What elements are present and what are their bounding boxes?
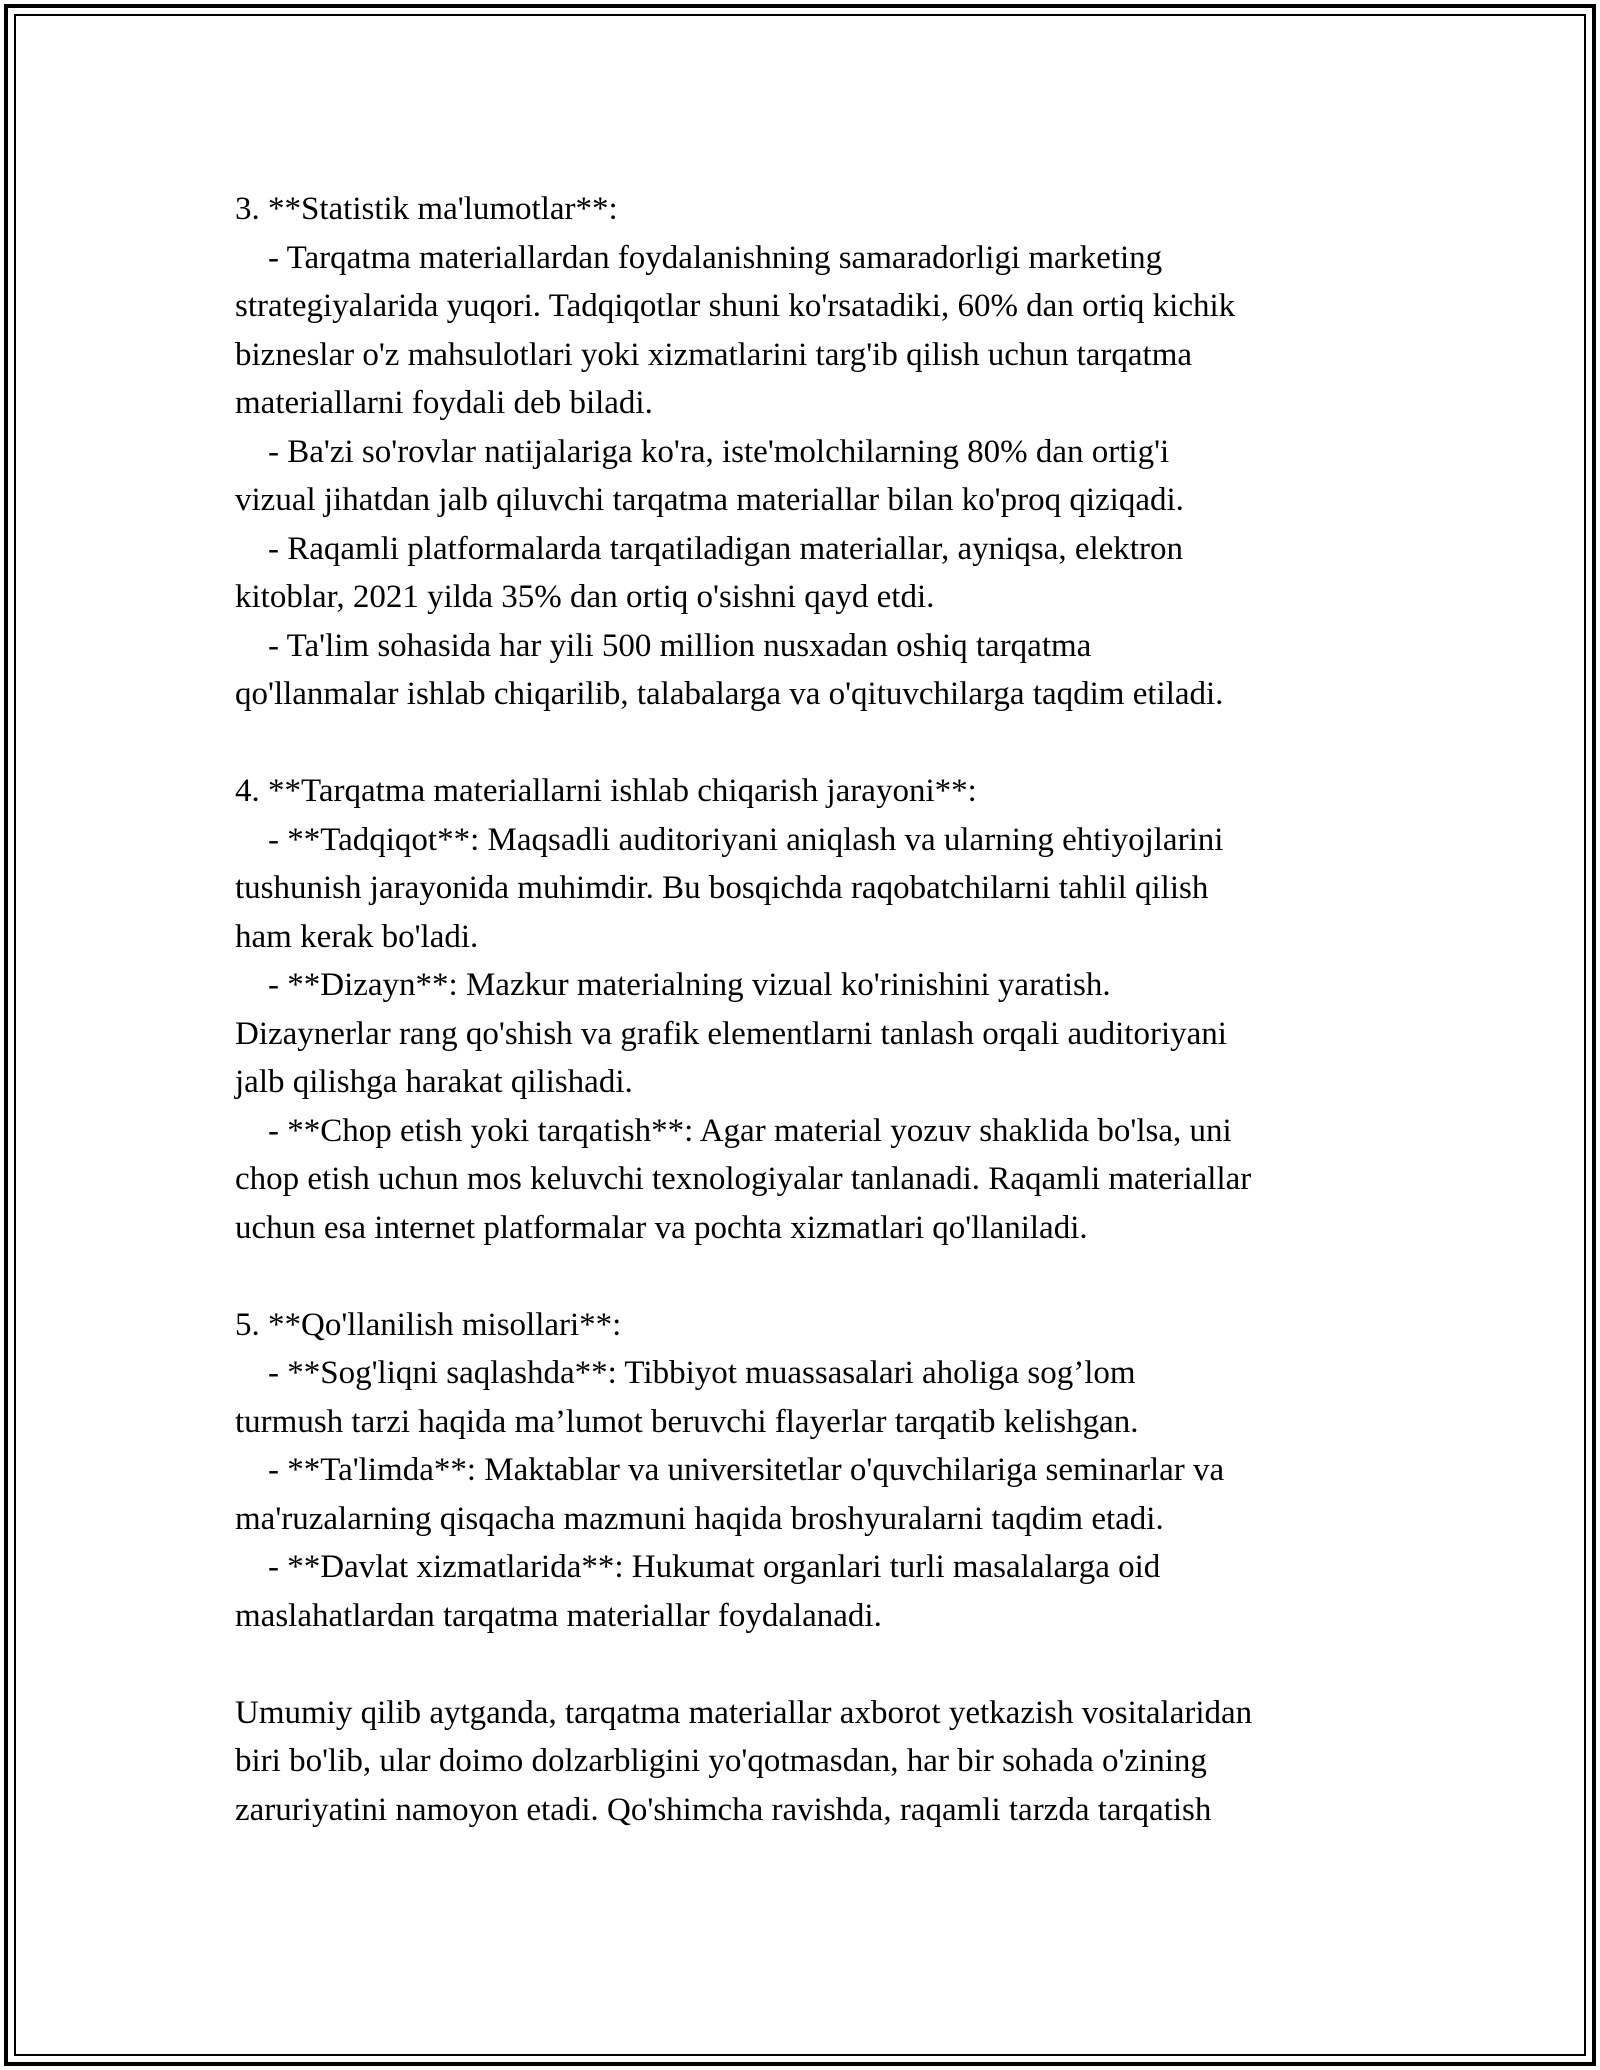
text-line: strategiyalarida yuqori. Tadqiqotlar shuni ko'rsatadiki, 60% dan ortiq kichik (235, 288, 1236, 324)
text-line: ma'ruzalarning qisqacha mazmuni haqida broshyuralarni taqdim etadi. (235, 1500, 1164, 1537)
text-line: uchun esa internet platformalar va pochta xizmatlari qo'llaniladi. (235, 1209, 1088, 1246)
text-line: - **Dizayn**: Mazkur materialning vizual ko'rinishini yaratish. (235, 967, 1111, 1003)
text-line: - **Chop etish yoki tarqatish**: Agar material yozuv shaklida bo'lsa, uni (235, 1112, 1232, 1149)
text-line: - **Sog'liqni saqlashda**: Tibbiyot muassasalari aholiga sog’lom (235, 1355, 1136, 1391)
text-line: tushunish jarayonida muhimdir. Bu bosqichda raqobatchilarni tahlil qilish (235, 870, 1209, 906)
text-line: biri bo'lib, ular doimo dolzarbligini yo'qotmasdan, har bir sohada o'zining (235, 1743, 1207, 1779)
text-line: - Ba'zi so'rovlar natijalariga ko'ra, iste'molchilarning 80% dan ortig'i (235, 433, 1170, 470)
text-line: bizneslar o'z mahsulotlari yoki xizmatlarini targ'ib qilish uchun tarqatma (235, 336, 1193, 373)
text-line: materiallarni foydali deb biladi. (235, 385, 653, 421)
text-line: turmush tarzi haqida ma’lumot beruvchi flayerlar tarqatib kelishgan. (235, 1403, 1139, 1440)
text-line: - Raqamli platformalarda tarqatiladigan materiallar, ayniqsa, elektron (235, 530, 1183, 567)
text-line: 5. **Qo'llanilish misollari**: (235, 1306, 622, 1343)
paragraph-spacer (235, 1640, 1375, 1689)
text-line: - **Tadqiqot**: Maqsadli auditoriyani aniqlash va ularning ehtiyojlarini (235, 821, 1224, 858)
text-line: - **Ta'limda**: Maktablar va universitetlar o'quvchilariga seminarlar va (235, 1452, 1225, 1488)
text-line: Umumiy qilib aytganda, tarqatma materiallar axborot yetkazish vositalaridan (235, 1694, 1253, 1731)
text-line: - Tarqatma materiallardan foydalanishning samaradorligi marketing (235, 239, 1163, 276)
text-line: maslahatlardan tarqatma materiallar foydalanadi. (235, 1597, 882, 1634)
text-line: 4. **Tarqatma materiallarni ishlab chiqarish jarayoni**: (235, 773, 977, 809)
paragraph-spacer (235, 1252, 1375, 1301)
document-body (235, 185, 1375, 1834)
paragraph-spacer (235, 719, 1375, 768)
text-line: jalb qilishga harakat qilishadi. (235, 1064, 633, 1100)
text-line: Dizaynerlar rang qo'shish va grafik elementlarni tanlash orqali auditoriyani (235, 1015, 1227, 1052)
text-line: - Ta'lim sohasida har yili 500 million nusxadan oshiq tarqatma (235, 627, 1092, 664)
text-line: qo'llanmalar ishlab chiqarilib, talabalarga va o'qituvchilarga taqdim etiladi. (235, 676, 1224, 712)
text-line: kitoblar, 2021 yilda 35% dan ortiq o'sishni qayd etdi. (235, 579, 935, 615)
text-line: chop etish uchun mos keluvchi texnologiyalar tanlanadi. Raqamli materiallar (235, 1161, 1252, 1197)
text-line: 3. **Statistik ma'lumotlar**: (235, 191, 618, 227)
text-line: - **Davlat xizmatlarida**: Hukumat organlari turli masalalarga oid (235, 1549, 1161, 1585)
text-line: ham kerak bo'ladi. (235, 918, 479, 955)
text-line: zaruriyatini namoyon etadi. Qo'shimcha ravishda, raqamli tarzda tarqatish (235, 1791, 1212, 1828)
text-line: vizual jihatdan jalb qiluvchi tarqatma materiallar bilan ko'proq qiziqadi. (235, 482, 1184, 518)
